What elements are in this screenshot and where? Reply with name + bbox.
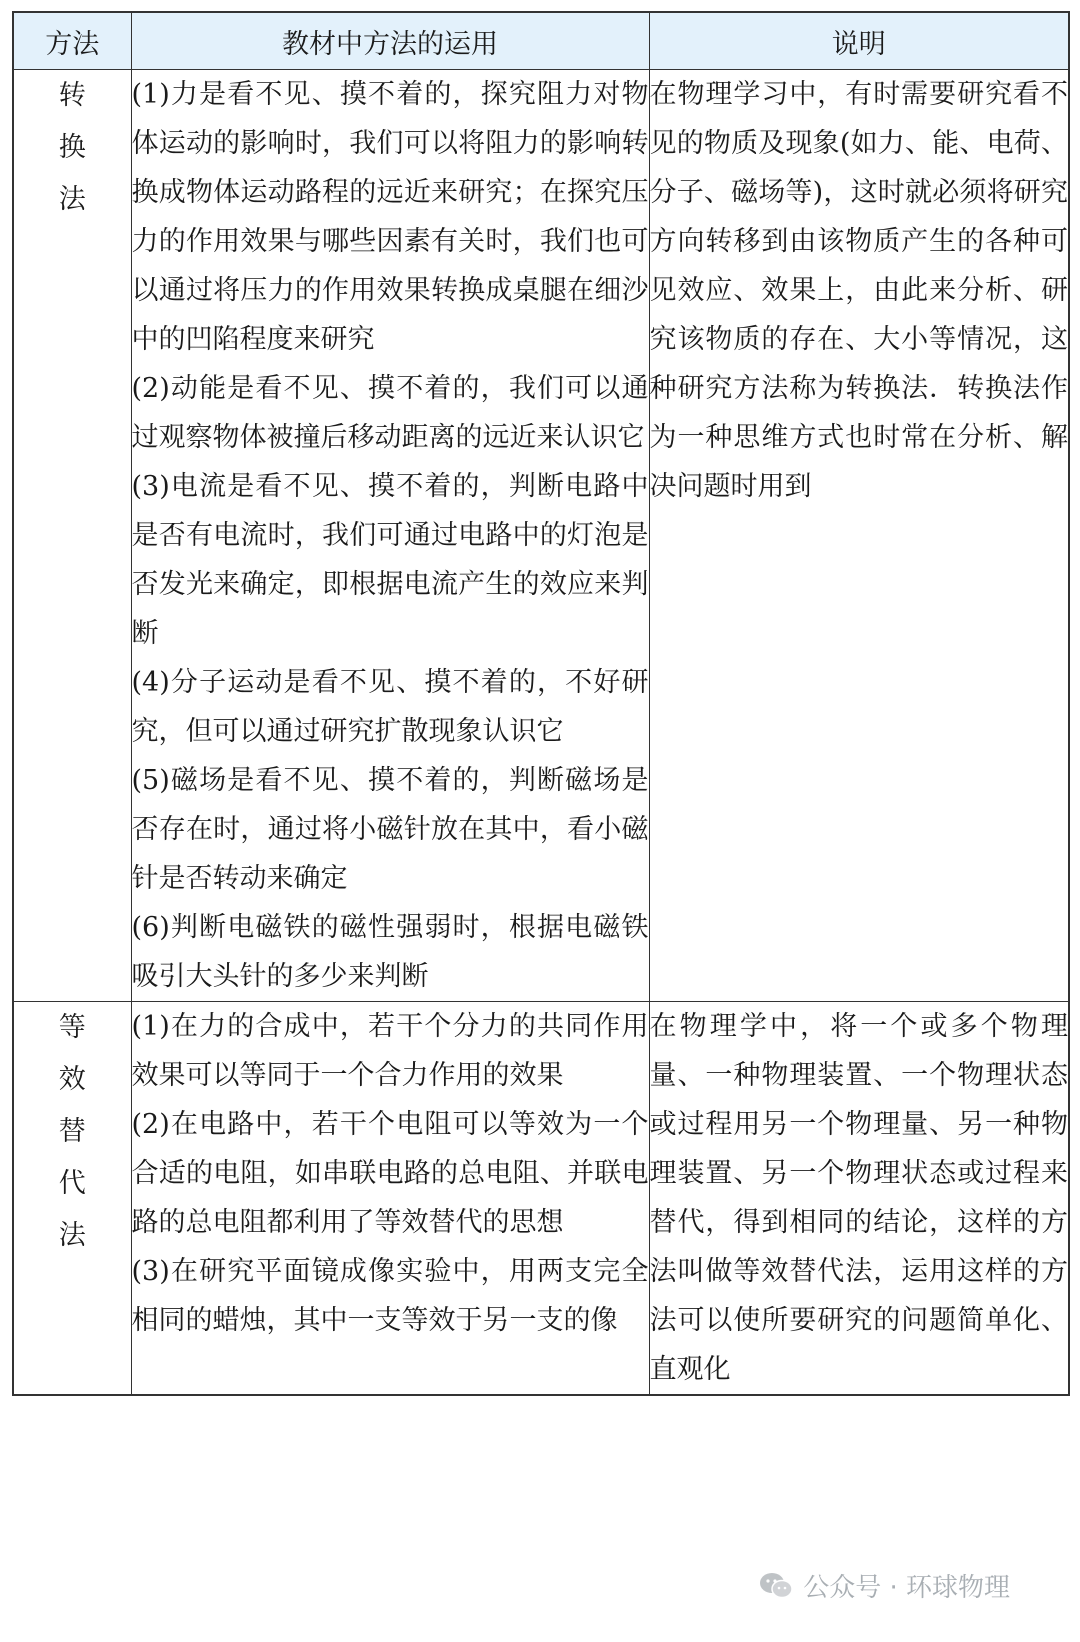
description-cell xyxy=(649,1002,1069,1396)
table-header-row xyxy=(13,12,1069,70)
usage-item: (5)磁场是看不见、摸不着的，判断磁场是否存在时，通过将小磁针放在其中，看小磁针是否转动来确定 xyxy=(131,765,649,894)
description-cell xyxy=(649,70,1069,1002)
method-name: 等效替代法 xyxy=(58,1012,86,1251)
methods-table xyxy=(12,11,1070,1396)
wechat-logo-icon xyxy=(759,1572,793,1600)
usage-cell xyxy=(131,1002,649,1396)
usage-item: (6)判断电磁铁的磁性强弱时，根据电磁铁吸引大头针的多少来判断 xyxy=(131,912,649,992)
method-cell xyxy=(13,70,131,1002)
table-row-conversion xyxy=(13,70,1069,1002)
watermark-text: 公众号 · 环球物理 xyxy=(803,1573,1010,1603)
watermark xyxy=(759,1567,1010,1604)
description-text: 在物理学中，将一个或多个物理量、一种物理装置、一个物理状态或过程用另一个物理量、另一种物理装置、另一个物理状态或过程来替代，得到相同的结论，这样的方法叫做等效替代法，运用这样的方法可以使所要研究的问题简单化、直观化 xyxy=(649,1011,1068,1385)
header-method: 方法 xyxy=(13,12,131,70)
usage-item: (1)力是看不见、摸不着的，探究阻力对物体运动的影响时，我们可以将阻力的影响转换成物体运动路程的远近来研究；在探究压力的作用效果与哪些因素有关时，我们也可以通过将压力的作用效果转换成桌腿在细沙中的凹陷程度来研究 xyxy=(131,79,649,355)
usage-item: (3)电流是看不见、摸不着的，判断电路中是否有电流时，我们可通过电路中的灯泡是否发光来确定，即根据电流产生的效应来判断 xyxy=(131,471,649,649)
page xyxy=(12,11,1068,1396)
usage-item: (3)在研究平面镜成像实验中，用两支完全相同的蜡烛，其中一支等效于另一支的像 xyxy=(131,1256,649,1336)
header-usage: 教材中方法的运用 xyxy=(131,12,649,70)
usage-item: (1)在力的合成中，若干个分力的共同作用效果可以等同于一个合力作用的效果 xyxy=(131,1011,649,1091)
usage-item: (4)分子运动是看不见、摸不着的，不好研究，但可以通过研究扩散现象认识它 xyxy=(131,667,649,747)
usage-item: (2)动能是看不见、摸不着的，我们可以通过观察物体被撞后移动距离的远近来认识它 xyxy=(131,373,649,453)
method-cell xyxy=(13,1002,131,1396)
header-description: 说明 xyxy=(649,12,1069,70)
method-name: 转换法 xyxy=(58,80,86,215)
table-row-equivalent xyxy=(13,1002,1069,1396)
usage-item: (2)在电路中，若干个电阻可以等效为一个合适的电阻，如串联电路的总电阻、并联电路的总电阻都利用了等效替代的思想 xyxy=(131,1109,649,1238)
usage-cell xyxy=(131,70,649,1002)
description-text: 在物理学习中，有时需要研究看不见的物质及现象(如力、能、电荷、分子、磁场等)，这时就必须将研究方向转移到由该物质产生的各种可见效应、效果上，由此来分析、研究该物质的存在、大小等情况，这种研究方法称为转换法．转换法作为一种思维方式也时常在分析、解决问题时用到 xyxy=(649,79,1068,502)
